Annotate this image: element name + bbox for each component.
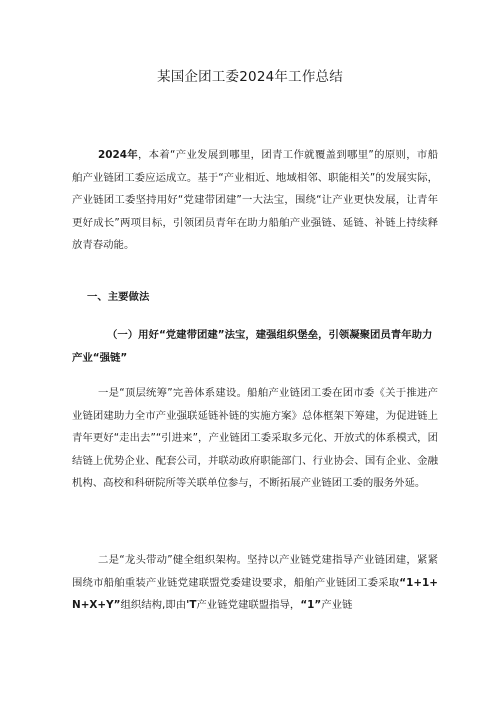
para-two-part1: 二是“龙头带动”健全组织架构。坚持以产业链党建指导产业链团建，紧紧围绕市船舶重装产业链党建联盟党委建设要求，船舶产业链团工委采取 [72,554,438,589]
paragraph-leading-enterprise [72,549,438,617]
intro-lead-year: 2024年 [98,149,138,161]
para-two-part4: 产业链 [321,599,353,612]
para-two-bold1: “1+1+N+X+Y” [72,576,438,612]
para-two-bold2: 'T [186,599,197,612]
subsection-heading-1: （一）用好“党建带团建”法宝，建强组织堡垒，引领凝聚团员青年助力产业“强链” [72,329,433,364]
document-title: 某国企团工委2024年工作总结 [157,69,343,85]
intro-text: ，本着“产业发展到哪里，团青工作就覆盖到哪里”的原则，市船舶产业链团工委应运成立。基于“产业相近、地域相邻、职能相关”的发展实际，产业链团工委坚持用好“党建带团建”一大法宝，围绕“让产业更快发展，让青年更好成长”两项目标，引领团员青年在助力船舶产业强链、延链、补链上持续释放青春动能。 [72,149,438,252]
para-two-bold3: “1” [300,599,322,612]
paragraph-top-level-planning: 一是“顶层统筹”完善体系建设。船舶产业链团工委在团市委《关于推进产业链团建助力全市产业强联延链补链的实施方案》总体框架下筹建，为促进链上青年更好“走出去”“引进来”，产业链团工委采取多元化、开放式的体系模式，团结链上优势企业、配套公司，并联动政府职能部门、行业协会、国有企业、金融机构、高校和科研院所等关联单位参与，不断拓展产业链团工委的服务外延。 [72,387,438,490]
intro-paragraph [72,144,438,257]
para-two-part2: 组织结构,即由 [120,599,187,612]
section-heading-main-practices: 一、主要做法 [87,291,150,303]
para-two-part3: 产业链党建联盟指导， [196,599,301,612]
